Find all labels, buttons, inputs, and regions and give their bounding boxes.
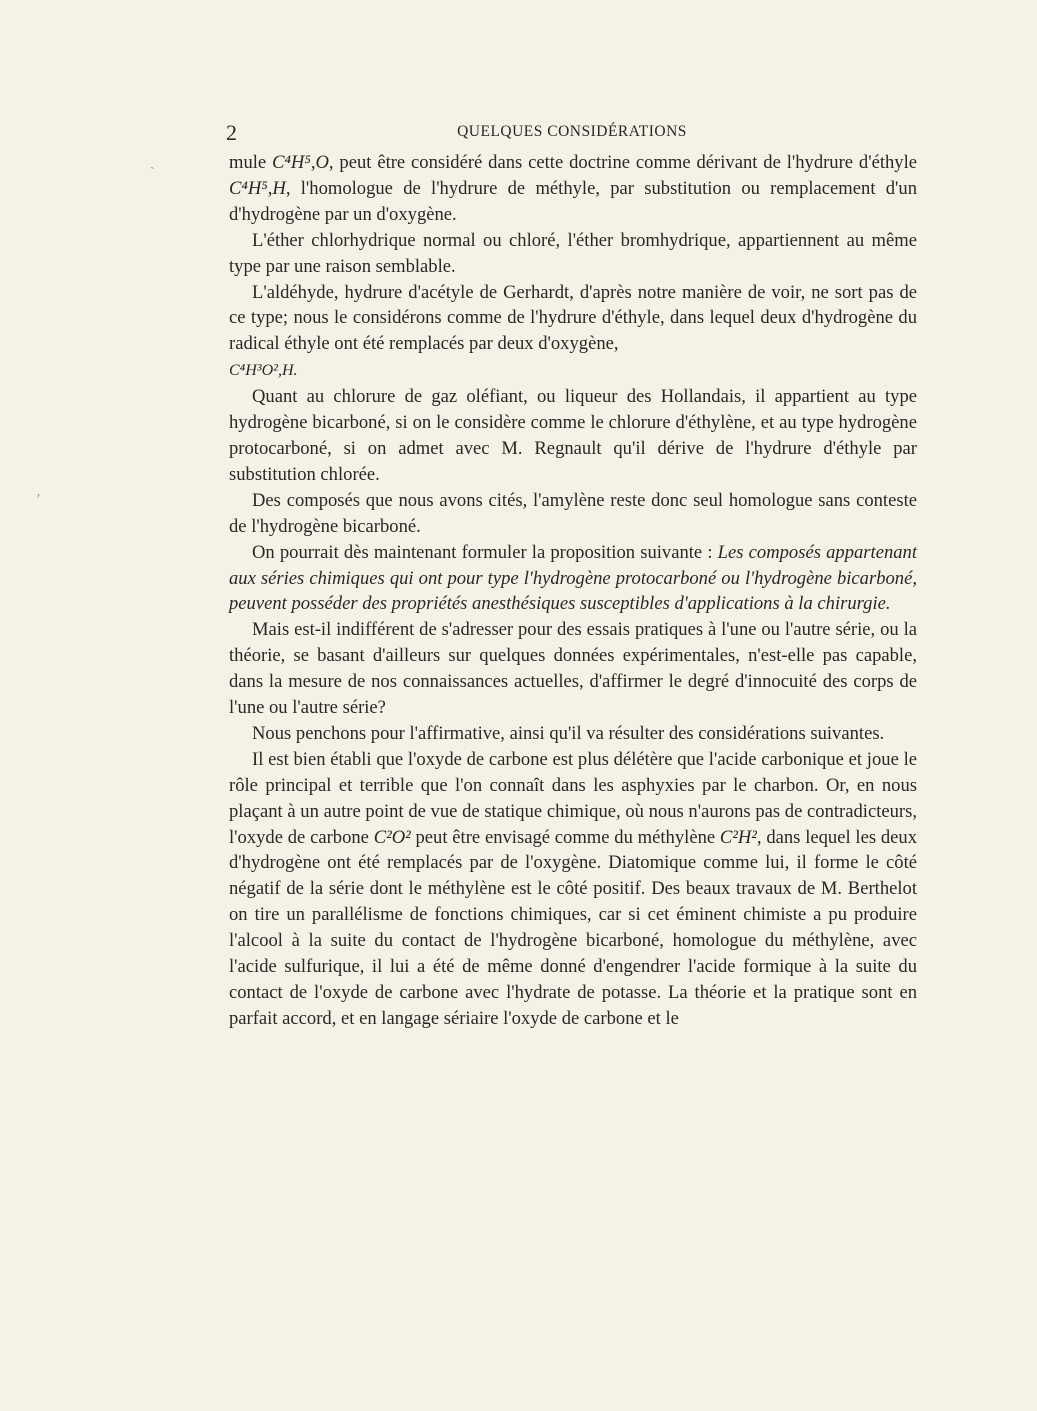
margin-mark: ʼ xyxy=(36,492,41,507)
formula: C²O² xyxy=(373,826,411,848)
body-text xyxy=(229,150,917,1032)
paragraph-9: Il est bien établi que l'oxyde de carbone est plus délétère que l'acide carbonique et joue le rôle principal et terrible que l'on connaît dans les asphyxies par le charbon. Or, en nous plaçant à un autre point de vue de statique chimique, où nous n'aurons pas de contradicteurs, l'oxyde de carbone C²O² peut être envisagé comme du méthylène C²H², dans lequel les deux d'hydrogène ont été remplacés par de l'oxygène. Diatomique comme lui, il forme le côté négatif de la série dont le méthylène est le côté positif. Des beaux travaux de M. Berthelot on tire un parallélisme de fonctions chimiques, car si cet éminent chimiste a pu produire l'alcool à la suite du contact de l'hydrogène bicarboné, homologue du méthylène, avec l'acide sulfurique, il lui a été de même donné d'engendrer l'acide formique à la suite du contact de l'oxyde de carbone avec l'hydrate de potasse. La théorie et la pratique sont en parfait accord, et en langage sériaire l'oxyde de carbone et le xyxy=(229,748,917,1029)
paragraph-2: L'éther chlorhydrique normal ou chloré, l'éther bromhydrique, appartiennent au même type par une raison semblable. xyxy=(229,229,917,277)
formula: C²H² xyxy=(719,826,757,848)
italic-proposition: Les composés appartenant aux séries chimiques qui ont pour type l'hydrogène protocarboné ou l'hydrogène bicarboné, peuvent posséder des propriétés anesthésiques susceptibles d'applications à la chirurgie. xyxy=(229,541,918,615)
page-number: 2 xyxy=(226,120,237,145)
paragraph-7: Mais est-il indifférent de s'adresser pour des essais pratiques à l'une ou l'autre série, ou la théorie, se basant d'ailleurs sur quelques données expérimentales, n'est-elle pas capable, dans la mesure de nos connaissances actuelles, d'affirmer le degré d'innocuité des corps de l'une ou l'autre série? xyxy=(229,619,917,719)
paragraph-5: Des composés que nous avons cités, l'amylène reste donc seul homologue sans conteste de l'hydrogène bicarboné. xyxy=(229,489,917,537)
page-header xyxy=(226,120,918,144)
formula: C⁴H⁵,H xyxy=(229,177,286,199)
formula: C⁴H⁵,O xyxy=(272,152,329,173)
paragraph-3: L'aldéhyde, hydrure d'acétyle de Gerhardt, d'après notre manière de voir, ne sort pas de ce type; nous le considérons comme de l'hydrure d'éthyle, dans lequel deux d'hydrogène du radical éthyle ont été remplacés par deux d'oxygène, C⁴H³O²,H. xyxy=(229,281,917,380)
paragraph-6: On pourrait dès maintenant formuler la proposition suivante : Les composés appartenant aux séries chimiques qui ont pour type l'hydrogène protocarboné ou l'hydrogène bicarboné, peuvent posséder des propriétés anesthésiques susceptibles d'applications à la chirurgie. xyxy=(229,541,918,615)
paragraph-8: Nous penchons pour l'affirmative, ainsi qu'il va résulter des considérations suivantes. xyxy=(252,722,885,744)
margin-mark: ˎ xyxy=(150,155,155,170)
paragraph-4: Quant au chlorure de gaz oléfiant, ou liqueur des Hollandais, il appartient au type hydrogène bicarboné, si on le considère comme le chlorure d'éthylène, et au type hydrogène protocarboné, si on admet avec M. Regnault qu'il dérive de l'hydrure d'éthyle par substitution chlorée. xyxy=(229,386,917,485)
formula: C⁴H³O²,H. xyxy=(229,362,298,380)
running-head: QUELQUES CONSIDÉRATIONS xyxy=(457,123,687,140)
paragraph-1: mule C⁴H⁵,O, peut être considéré dans cette doctrine comme dérivant de l'hydrure d'éthyle C⁴H⁵,H, l'homologue de l'hydrure de méthyle, par substitution ou remplacement d'un d'hydrogène par un d'oxygène. xyxy=(229,152,918,225)
